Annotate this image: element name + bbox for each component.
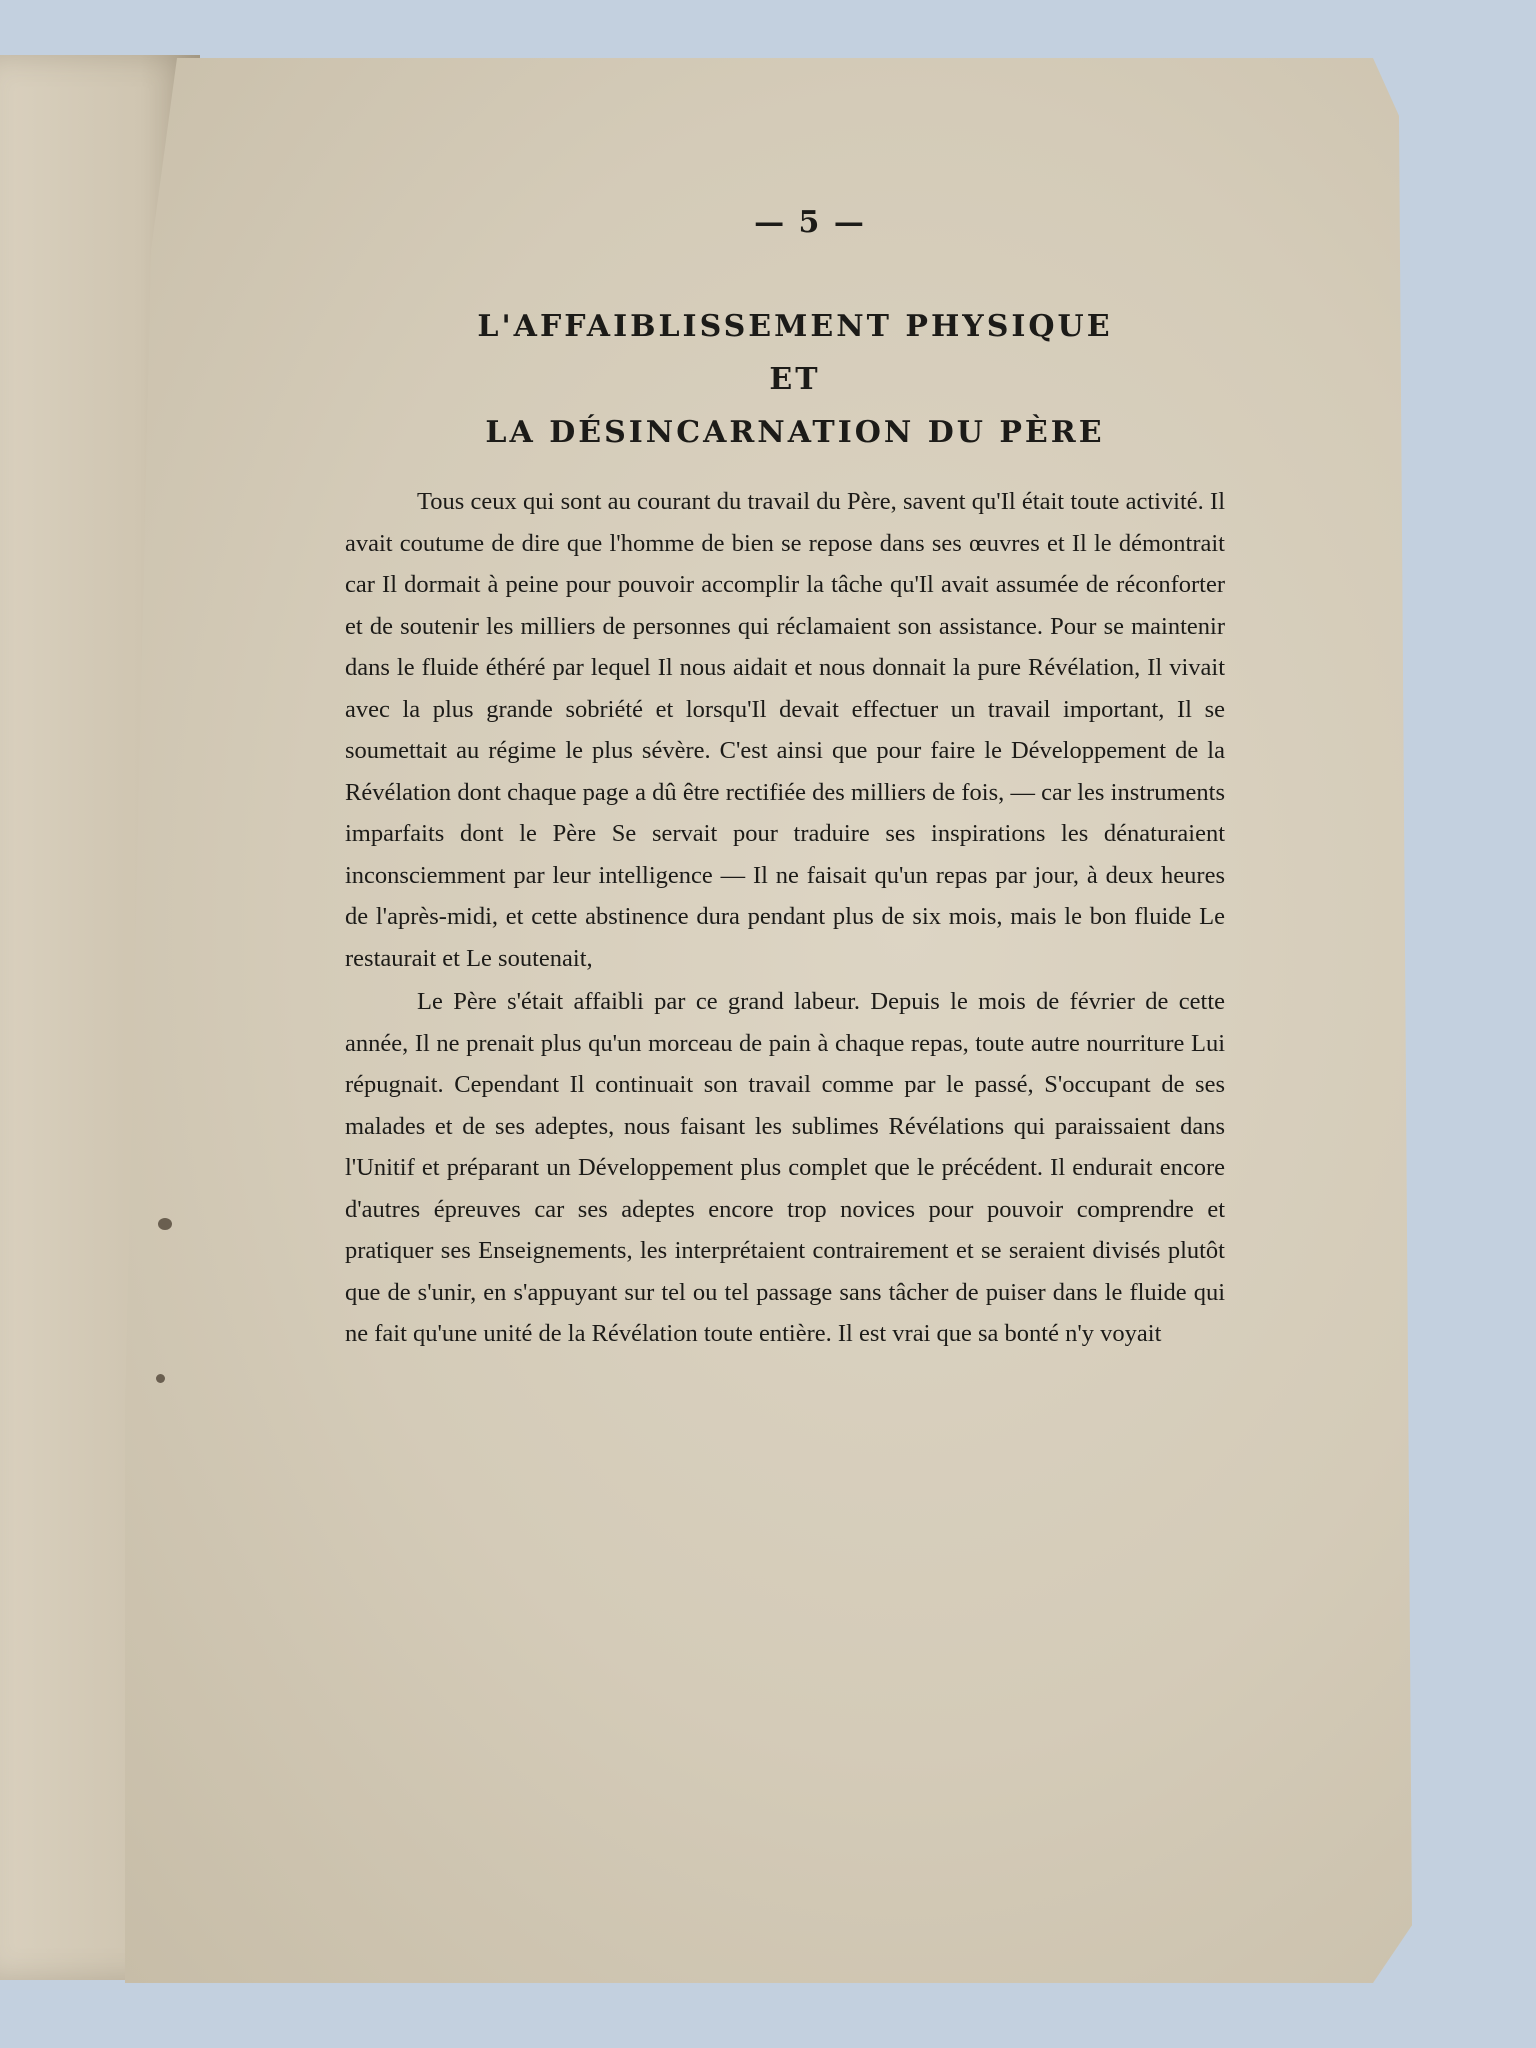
page-text [345,205,1225,1357]
paragraph: Tous ceux qui sont au courant du travail du Père, savent qu'Il était toute activité. Il avait coutume de dire que l'homme de bien se repose dans ses œuvres et Il le démontrait car Il dormait à peine pour pouvoir accomplir la tâche qu'Il avait assumée de réconforter et de soutenir les milliers de personnes qui réclamaient son assistance. Pour se maintenir dans le fluide éthéré par lequel Il nous aidait et nous donnait la pure Révélation, Il vivait avec la plus grande sobriété et lorsqu'Il devait effectuer un travail important, Il se soumettait au régime le plus sévère. C'est ainsi que pour faire le Développement de la Révélation dont chaque page a dû être rectifiée des milliers de fois, — car les instruments imparfaits dont le Père Se servait pour traduire ses inspirations les dénaturaient inconsciemment par leur intelligence — Il ne faisait qu'un repas par jour, à deux heures de l'après-midi, et cette abstinence dura pendant plus de six mois, mais le bon fluide Le restaurait et Le soutenait, [345,488,1225,972]
chapter-title [345,300,1225,459]
page-number: — 5 — [754,205,866,240]
title-line: L'AFFAIBLISSEMENT PHYSIQUE [477,309,1113,344]
paper-spot [158,1218,172,1230]
title-line: ET [769,362,821,397]
paper-spot [156,1374,165,1383]
title-line: LA DÉSINCARNATION DU PÈRE [485,415,1105,450]
paragraph: Le Père s'était affaibli par ce grand labeur. Depuis le mois de février de cette année, Il ne prenait plus qu'un morceau de pain à chaque repas, toute autre nourriture Lui répugnait. Cependant Il continuait son travail comme par le passé, S'occupant de ses malades et de ses adeptes, nous faisant les sublimes Révélations qui paraissaient dans l'Unitif et préparant un Développement plus complet que le précédent. Il endurait encore d'autres épreuves car ses adeptes encore trop novices pour pouvoir comprendre et pratiquer ses Enseignements, les interprétaient contrairement et se seraient divisés plutôt que de s'unir, en s'appuyant sur tel ou tel passage sans tâcher de puiser dans le fluide qui ne fait qu'une unité de la Révélation toute entière. Il est vrai que sa bonté n'y voyait [345,988,1225,1347]
